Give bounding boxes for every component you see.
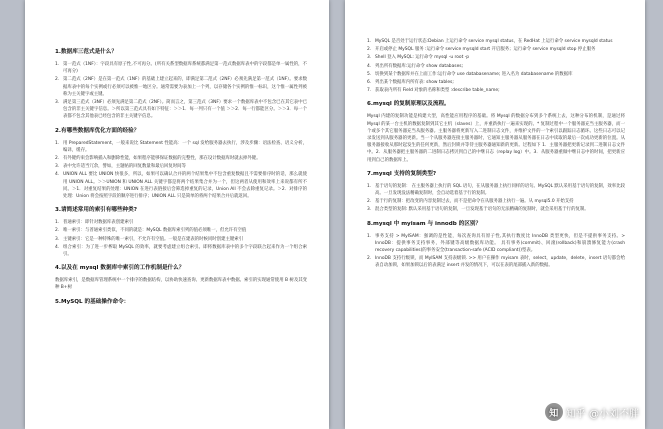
doc-section (367, 38, 625, 94)
list-item (55, 171, 307, 200)
numbered-list (367, 233, 625, 270)
list-item-number: 3. (55, 100, 60, 106)
numbered-list (55, 219, 307, 258)
list-item (55, 219, 307, 226)
list-item (367, 63, 625, 70)
list-item-number: 2. (367, 256, 372, 262)
list-item-text: MySQL 是否处于运行状态:Debian 上运行命令 service mysql status，在 RedHat 上运行命令 service mysqld status (375, 39, 613, 44)
doc-section (55, 127, 307, 201)
list-item (55, 163, 307, 170)
list-item-number: 4. (367, 63, 372, 69)
doc-section (55, 298, 307, 306)
list-item-number: 1. (367, 233, 372, 239)
list-item-text: 第一范式（1NF）：字段具有原子性,不可再分。(所有关系型数据库系统都满足第一范式数据库表中的字段都是单一属性的，不可再分) (63, 62, 307, 75)
list-item (367, 79, 625, 86)
list-item-number: 2. (55, 228, 60, 234)
list-item-text: 第二范式（2NF）是在第一范式（1NF）的基础上建立起来的，即满足第二范式（2NF）必须先满足第一范式（1NF）。要求数据库表中的每个实例或行必须可以被惟一地区分。通常需要为表加上一个列，以存储各个实例的惟一标识，这个惟一属性列被称为主关键字或主键。 (63, 77, 307, 97)
doc-section (367, 220, 625, 270)
list-item (55, 236, 307, 243)
list-item-number: 2. (55, 156, 60, 162)
list-item-number: 2. (367, 199, 372, 205)
list-item (55, 155, 307, 162)
list-item (367, 255, 625, 269)
numbered-list (55, 61, 307, 121)
list-item (55, 76, 307, 98)
section-title: 6.mysql 的复制原理以及流程。 (367, 101, 450, 108)
list-item-number: 3. (55, 236, 60, 242)
section-title: 4.以及在 mysql 数据库中索引的工作机制是什么？ (55, 265, 185, 272)
numbered-list (55, 140, 307, 201)
list-item-text: 普通索引：即针对数据库表创建索引 (63, 220, 134, 226)
list-item (367, 198, 625, 205)
list-item-number: 5. (367, 71, 372, 77)
zhihu-logo-icon: 知 (545, 403, 563, 421)
section-paragraph: 数据库索引，是数据库管理系统中一个排序的数据结构，以协助快速查询、更新数据库表中数据。索引的实现通常使用 B 树及其变种 B+树 (55, 278, 307, 291)
list-item-number: 7. (367, 88, 372, 94)
list-item-number: 3. (367, 207, 372, 213)
list-item-text: UNION ALL 要比 UNION 快很多，所以，如果可以确认合并的两个结果集中不包含重复数据且不需要排序时的话，那么就使用 UNION ALL。＞＞UNION 和 UNION ALL 关键字都是将两个结果集合并为一个，但这两者从使用和效率上来说都有所不同。＞1．对重复结果的处理：UNION 在进行表链接后会筛选掉重复的记录，Union All 不会去除重复记录。＞2．对排序的处理：Union 将会按照字段的顺序进行排序；UNION ALL 只是简单的将两个结果合并后就返回。 (63, 172, 307, 200)
list-item-text: 唯一索引：与普通索引类似，不同的就是：MySQL 数据库索引列的值必须唯一，但允许有空值 (63, 228, 247, 234)
list-item-number: 6. (367, 80, 372, 86)
list-item-text: InnoDB 支持行级锁，而 MyISAM 支持表级锁. >> 用户在操作 myisam 表时，select，update，delete，insert 语句都会给表自动加锁，如果加锁以后的表满足 insert 并发的情况下，可以在表的尾部插入新的数据。 (375, 256, 625, 269)
list-item (367, 46, 625, 53)
section-title: 7.mysql 支持的复制类型? (367, 170, 437, 177)
document-page-left (25, 0, 329, 429)
list-item-text: 组合索引：为了进一步榨取 MySQL 的效率，就要考虑建立组合索引。即将数据库表中的多个字段联合起来作为一个组合索引。 (63, 244, 307, 258)
list-item-text: 基于语句的复制： 在主服务器上执行的 SQL 语句，在从服务器上执行同样的语句。MySQL 默认采用基于语句的复制，效率比较高。一旦发现没法精确复制时，会自动选着基于行的复制。 (375, 183, 625, 197)
list-item-number: 2. (55, 77, 60, 83)
doc-section (367, 170, 625, 214)
list-item-text: 满足第三范式（3NF）必须先满足第二范式（2NF）。简而言之，第三范式（3NF）要求一个数据库表中不包含已在其它表中已包含的非主关键字信息。＞所以第三范式具有如下特征：＞＞1．每一列只有一个值 ＞＞2．每一行都能区分。＞＞3．每一个表都不包含其他表已经包含的非主关键字信息。 (63, 100, 307, 120)
doc-section (55, 264, 307, 291)
list-item-text: 主键索引：它是一种特殊的唯一索引，不允许有空值。一般是在建表的时候同时创建主键索引 (63, 236, 244, 242)
list-item-number: 2. (367, 47, 372, 53)
list-item-text: 切换到某个数据库并在上面工作:运行命令 use databasename; 进入名为 databasename 的数据库 (375, 71, 573, 77)
list-item-text: 表中允许适当冗余，譬如，主题帖的回复数量和最后回复时间等 (63, 164, 186, 170)
list-item-text: 混合类型的复制: 默认采用基于语句的复制，一旦发现基于语句的无法精确的复制时，就会采用基于行的复制。 (375, 207, 589, 213)
section-title: 1.数据库三范式是什么？ (55, 49, 117, 55)
list-item-text: 基于行的复制：把改变的内容复制过去，而不是把命令在从服务器上执行一遍。从 mysql5.0 开始支持 (375, 199, 574, 205)
list-item-text: 获取表内所有 Field 对象的名称和类型 :describe table_name; (375, 88, 500, 94)
section-title: 8.mysql 中 myisam 与 innodb 的区别？ (367, 220, 482, 227)
list-item-number: 1. (55, 62, 60, 67)
list-item (55, 140, 307, 154)
numbered-list (367, 183, 625, 214)
doc-section (55, 48, 307, 121)
list-item (367, 183, 625, 197)
list-item (367, 54, 625, 61)
numbered-list (367, 38, 625, 94)
list-item (55, 61, 307, 75)
list-item (367, 71, 625, 78)
watermark-text: 知乎 @小刘不胖 (565, 408, 639, 420)
watermark (545, 403, 639, 421)
list-item-number: 3. (55, 164, 60, 170)
list-item-number: 1. (55, 140, 60, 146)
list-item (367, 87, 625, 94)
list-item (55, 227, 307, 234)
list-item-text: Shell 登入 MySQL: 运行命令 mysql -u root -p (375, 55, 470, 61)
list-item-text: 开启或停止 MySQL 服务 :运行命令 service mysqld start 开启服务；运行命令 service mysqld stop 停止服务 (375, 47, 596, 53)
list-item-number: 3. (367, 55, 372, 61)
section-title: 2.有哪些数据库优化方面的经验？ (55, 127, 140, 134)
list-item-number: 1. (55, 220, 60, 226)
document-page-right (345, 0, 645, 429)
section-title: 3.请简述常用的索引有哪些种类? (55, 207, 137, 214)
list-item-number: 4. (55, 244, 60, 250)
list-item (55, 244, 307, 258)
section-title: 5.MySQL 的基础操作命令： (55, 298, 130, 305)
list-item (367, 38, 625, 45)
doc-section (367, 100, 625, 163)
list-item (55, 99, 307, 121)
list-item-number: 4. (55, 172, 60, 178)
list-item (367, 206, 625, 213)
list-item-text: 列出某个数据库内所有表: show tables; (375, 80, 454, 86)
list-item-number: 1. (367, 39, 372, 44)
list-item-text: 事务支持 > MyISAM：强调的是性能，每次查询具有原子性,其执行数度比 InnoDB 类型更快，但是不提供事务支持。> InnoDB：提供事务支持事务，外部键等高级数据库功能。 具有事务(commit)、回滚(rollback)和崩溃修复能力(crash recovery capabilities)的事务安全(transaction-safe (ACID compliant))型表。 (375, 233, 625, 254)
list-item-text: 有外键约束会影响插入和删除性能，如果程序能够保证数据的完整性，那在设计数据库时就去掉外键。 (63, 156, 261, 162)
section-paragraph: Mysql 内建的复制功能是构建大型，高性能应用程序的基础。将 Mysql 的数据分布到多个系统上去，这种分布的机制，是通过将 Mysql 的某一台主机的数据复制到其它主机（slaves）上，并重新执行一遍来实现的。* 复制过程中一个服务器充当主服务器，而一个或多个其它服务器充当从服务器。主服务器将更新写入二进制日志文件，并维护文件的一个索引以跟踪日志循环。这些日志可以记录发送到从服务器的更新。当一个从服务器连接主服务器时，它通知主服务器从服务器在日志中读取的最后一次成功更新的位置。从服务器接收从那时起发生的任何更新，然后封锁并等待主服务器通知新的更新。过程如下 1．主服务器把更新记录到二进制日志文件中。2．从服务器把主服务器的二进制日志拷贝到自己的中继日志（replay log）中。3．从服务器重做中继日志中的时间，把更新应用到自己的数据库上。 (367, 114, 625, 163)
list-item (367, 233, 625, 255)
list-item-number: 1. (367, 183, 372, 189)
list-item-text: 列出所有数据库:运行命令 show databases; (375, 63, 464, 69)
list-item-text: 用 PreparedStatement，一般来说比 Statement 性能高：一个 sql 发给服务器去执行，涉及步骤：语法检查、语义分析，编译，缓存。 (63, 140, 307, 153)
doc-section (55, 206, 307, 258)
